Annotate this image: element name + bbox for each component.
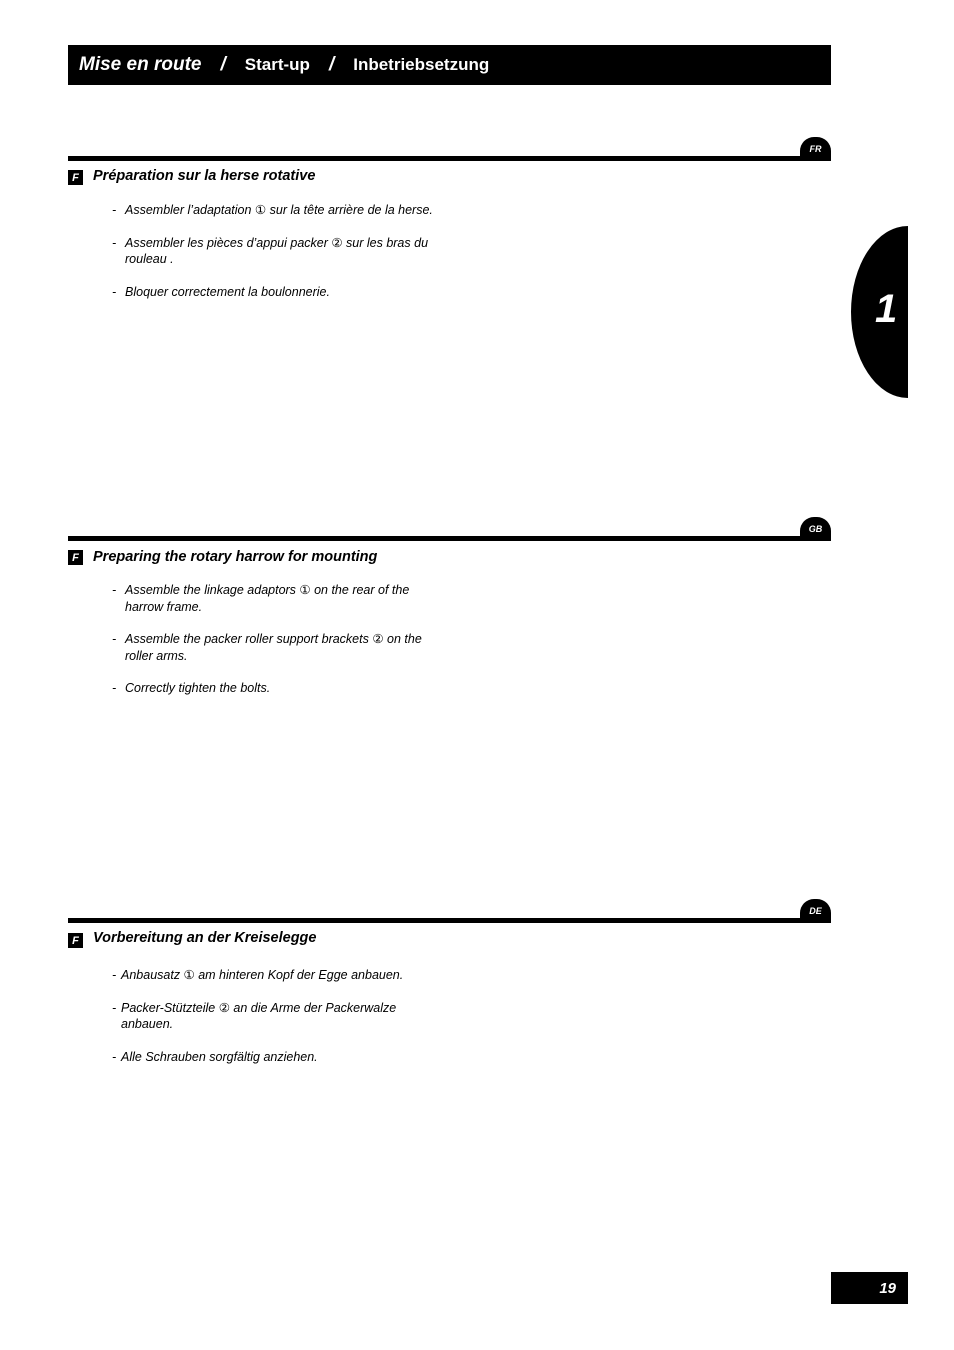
list-item [112,680,442,697]
page-header [68,45,831,85]
header-separator: / [328,54,335,75]
section-divider [68,536,831,541]
header-title-fr: Mise en route [79,54,202,75]
section-divider [68,156,831,161]
list-item [112,284,442,301]
step-text: Anbausatz ① am hinteren Kopf der Egge anbauen. [121,968,404,982]
section-title: Vorbereitung an der Kreiselegge [93,930,317,946]
language-tag-fr: FR [800,137,831,161]
list-item [112,202,442,219]
header-separator: / [220,54,226,75]
list-item [112,631,442,664]
step-text: Bloquer correctement la boulonnerie. [125,284,330,299]
list-dash: - [112,284,117,299]
step-text: Assembler les pièces d’appui packer ② sur les bras du rouleau . [125,235,429,266]
list-dash: - [112,583,117,597]
language-tag-de: DE [800,899,831,923]
header-title-en: Start-up [244,55,310,74]
list-item [112,1000,442,1033]
list-dash: - [112,1000,117,1015]
section-marker: F [68,933,83,948]
step-text: Assembler l’adaptation ① sur la tête arrière de la herse. [125,203,433,217]
section-marker: F [68,170,83,185]
step-text: Correctly tighten the bolts. [125,681,271,695]
section-divider [68,918,831,923]
list-dash: - [112,968,117,982]
list-item [112,235,442,268]
page-number: 19 [831,1272,908,1304]
list-dash: - [112,203,117,217]
list-item [112,582,442,615]
language-tag-gb: GB [800,517,831,541]
step-text: Assemble the linkage adaptors ① on the rear of the harrow frame. [125,583,410,614]
header-title-de: Inbetriebsetzung [353,55,490,74]
step-text: Assemble the packer roller support brackets ② on the roller arms. [125,632,422,663]
list-dash: - [112,1049,117,1064]
step-list [112,202,442,316]
step-text: Alle Schrauben sorgfältig anziehen. [121,1049,318,1064]
chapter-tab [851,226,908,398]
list-dash: - [112,681,117,695]
section-marker: F [68,550,83,565]
list-item [112,967,442,984]
section-title: Préparation sur la herse rotative [93,168,316,184]
list-dash: - [112,632,117,646]
list-dash: - [112,235,117,250]
list-item [112,1049,442,1066]
chapter-number: 1 [875,287,898,331]
section-title: Preparing the rotary harrow for mounting [93,549,378,565]
step-list [112,967,442,1081]
step-text: Packer-Stützteile ② an die Arme der Packerwalze anbauen. [121,1000,397,1031]
step-list [112,582,442,713]
